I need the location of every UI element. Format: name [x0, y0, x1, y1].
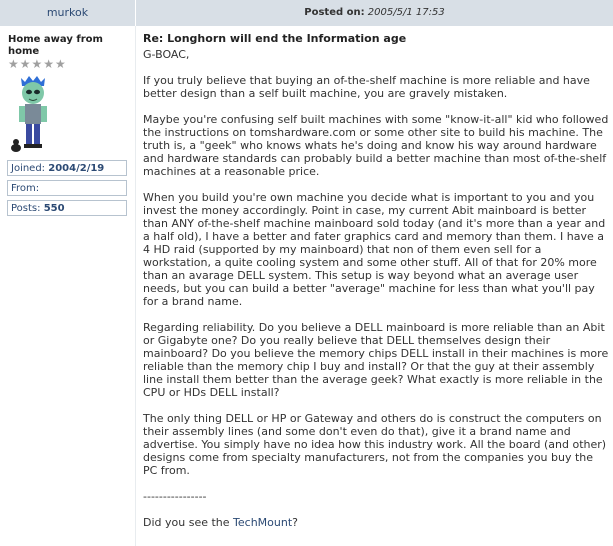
signature-suffix: ?	[292, 516, 298, 529]
post-meta	[136, 0, 613, 26]
post-paragraph: The only thing DELL or HP or Gateway and others do is construct the computers on their assembly lines (and some don't even do that), give it a brand name and advertise. You simply have no idea how this industry work. All the board (and other) designs come from specialty manufacturers, not from the companies you buy the PC from.	[143, 412, 607, 477]
posts-value: 550	[43, 203, 65, 214]
user-avatar	[8, 76, 58, 156]
posted-label: Posted on:	[304, 7, 365, 18]
user-rank-title: Home away from home	[8, 34, 103, 57]
joined-value: 2004/2/19	[48, 163, 105, 174]
joined-field	[7, 160, 127, 176]
post-title: Re: Longhorn will end the Information age	[143, 32, 407, 45]
posts-field	[7, 200, 127, 216]
author-name[interactable]: murkok	[0, 0, 136, 26]
post-header	[0, 0, 613, 26]
signature-prefix: Did you see the	[143, 516, 234, 529]
post-paragraph: When you build you're own machine you decide what is important to you and you invest the money accordingly. Point in case, my current Abit mainboard is better than ANY of-the-shelf machine mainboard sold today (and it's more than a year and a half old), I have a better and fater graphics card and memory than them. I have a 4 HD raid (supported by my mainboard) that non of them even sell for a workstation, a quite cooling system and some other stuff. All of that for 20% more than an avarage DELL system. This setup is way beyond what an average user needs, but you can build a better "average" machine for less than what you'll pay for a brand name.	[143, 191, 606, 308]
posts-label: Posts:	[11, 203, 41, 214]
from-field	[7, 180, 127, 196]
post-paragraph: Maybe you're confusing self built machines with some "know-it-all" kid who followed the instructions on tomshardware.com or some other site to build his machine. The truth is, a "geek" who knows whats he's doing and know his way around hardware and hardware standards can probably build a better machine than most of-the-shelf machines at a reasonable price.	[143, 113, 609, 178]
post-paragraph: If you truly believe that buying an of-the-shelf machine is more reliable and have better design than a self built machine, you are gravely mistaken.	[143, 74, 590, 100]
posted-date: 2005/5/1 17:53	[367, 7, 445, 18]
from-label: From:	[11, 183, 40, 194]
rank-stars-icon: ★★★★★	[8, 57, 67, 71]
signature-separator: ----------------	[143, 490, 207, 503]
post-content	[143, 32, 609, 542]
joined-label: Joined:	[11, 163, 46, 174]
techmount-link[interactable]: TechMount	[233, 516, 293, 529]
post-text	[143, 48, 609, 529]
post-paragraph: Regarding reliability. Do you believe a DELL mainboard is more reliable than an Abit or Gigabyte one? Do you really believe that DELL themselves design their mainboard? Do you believe the memory chips DELL install in their machines is more reliable than the memory chip I buy and install? Or that the guy at their assembly line install them better than the average geek? What exactly is more reliable in the CPU or HDs DELL install?	[143, 321, 609, 399]
signature	[143, 516, 609, 529]
user-info-panel	[0, 26, 136, 546]
post-paragraph: G-BOAC,	[143, 48, 190, 61]
